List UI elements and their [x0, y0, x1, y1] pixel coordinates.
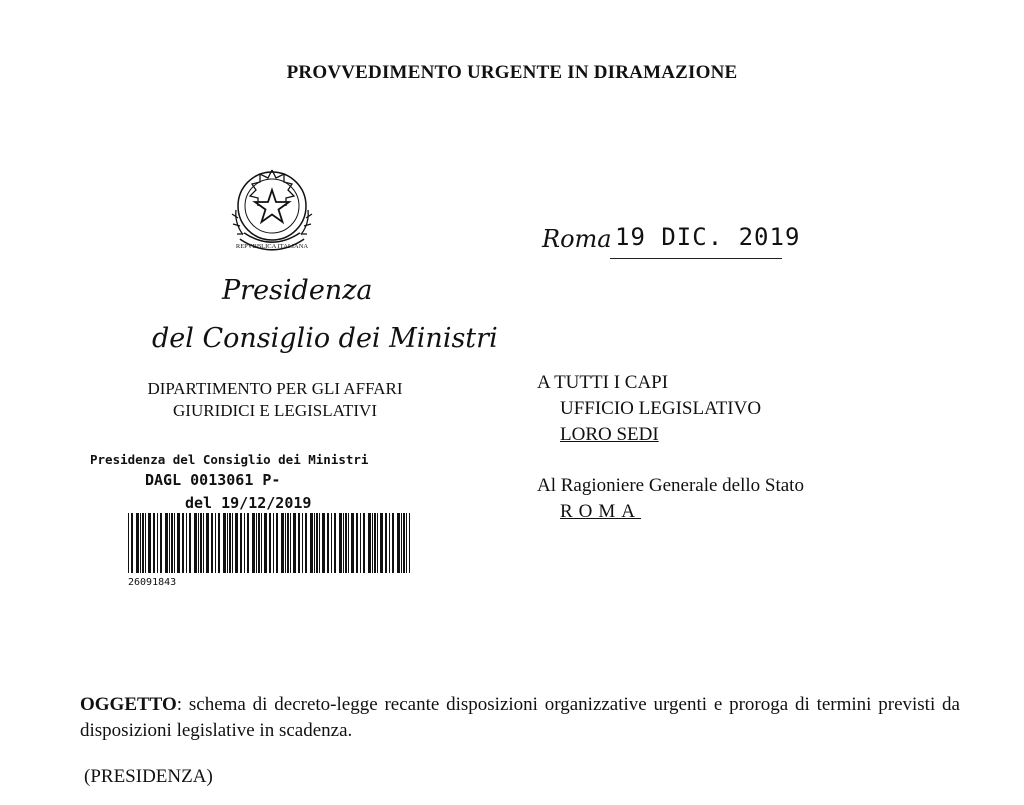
barcode-icon — [128, 513, 410, 573]
stamp-header: Presidenza del Consiglio dei Ministri — [90, 452, 369, 467]
recipient-2-line-1: Al Ragioniere Generale dello Stato — [537, 475, 804, 496]
recipient-2-line-2: ROMA — [560, 501, 642, 522]
dateline-rule — [610, 258, 782, 259]
document-title: PROVVEDIMENTO URGENTE IN DIRAMAZIONE — [286, 62, 738, 83]
dateline-date: 19 DIC. 2019 — [615, 223, 801, 251]
recipient-1-line-2: UFFICIO LEGISLATIVO — [560, 398, 762, 419]
department-block — [110, 378, 440, 422]
subject-paragraph — [80, 692, 960, 744]
svg-text:REPVBBLICA ITALIANA: REPVBBLICA ITALIANA — [235, 243, 309, 250]
dateline-place: Roma — [542, 225, 612, 253]
subject-label: OGGETTO — [80, 694, 177, 715]
barcode-number: 26091843 — [128, 577, 177, 588]
department-line-1: DIPARTIMENTO PER GLI AFFARI — [147, 379, 403, 398]
sender-consiglio: del Consiglio dei Ministri — [152, 323, 498, 354]
recipient-1-line-1: A TUTTI I CAPI — [537, 372, 669, 393]
emblem-republic-icon — [216, 152, 328, 264]
department-line-2: GIURIDICI E LEGISLATIVI — [173, 401, 377, 420]
recipient-1-line-3: LORO SEDI — [560, 424, 659, 445]
protocol-date: del 19/12/2019 — [185, 494, 312, 512]
subject-text: : schema di decreto-legge recante disposizioni organizzative urgenti e proroga di termini previsti da disposizioni legislative in scadenza. — [80, 694, 960, 741]
footer-note: (PRESIDENZA) — [84, 766, 213, 787]
sender-presidenza: Presidenza — [222, 275, 373, 306]
protocol-number: DAGL 0013061 P- — [145, 471, 281, 489]
